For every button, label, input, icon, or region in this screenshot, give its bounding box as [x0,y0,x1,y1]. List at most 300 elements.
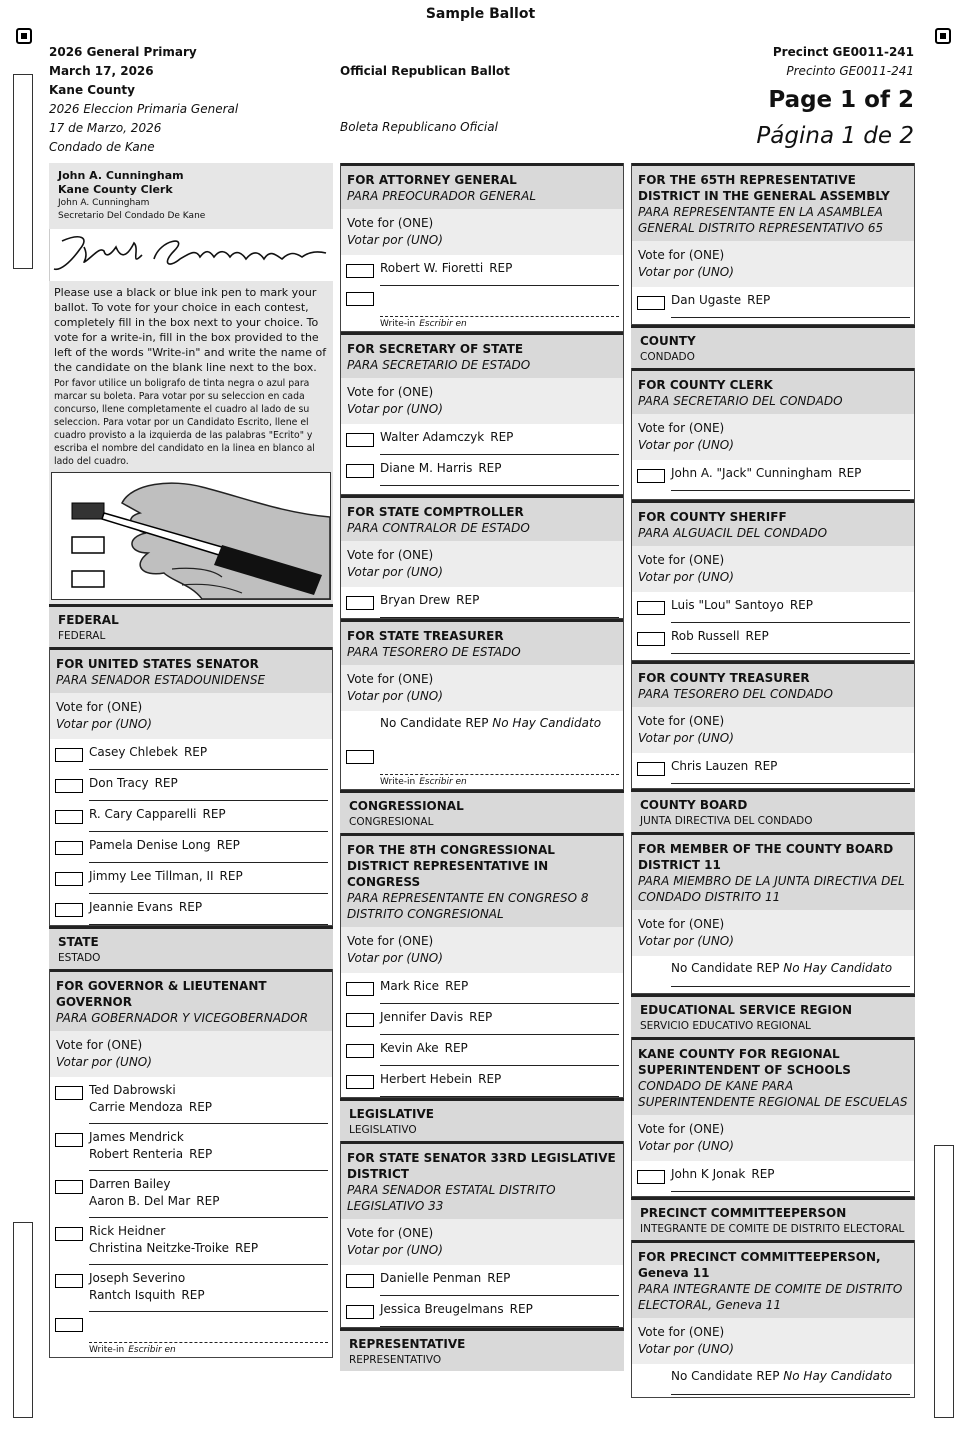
vote-oval[interactable] [55,779,83,793]
vote-oval[interactable] [55,810,83,824]
contest-header [632,368,914,414]
clerk-title-es: Secretario Del Condado De Kane [58,211,206,221]
contest-title: FOR COUNTY TREASURER [638,671,810,685]
vote-oval[interactable] [55,872,83,886]
vote-for-es: Votar por (UNO) [638,570,734,584]
candidate-name: Jimmy Lee Tillman, II [89,869,214,883]
section-title: EDUCATIONAL SERVICE REGION [640,1003,853,1017]
vote-oval[interactable] [346,982,374,996]
contest-title: FOR MEMBER OF THE COUNTY BOARD DISTRICT 11 [638,842,894,872]
party-label: REP [234,1241,259,1255]
contest-header [632,1037,914,1115]
header-left [49,43,238,157]
write-in-line[interactable] [380,316,619,317]
candidate-name: Herbert Hebein [380,1072,473,1086]
column-3 [631,163,915,1398]
no-candidate-label: No Candidate [380,716,462,730]
column-2 [340,163,624,1371]
contest-header [341,833,623,927]
clerk-name: John A. Cunningham [58,169,184,182]
clerk-signature [49,229,333,281]
vote-oval[interactable] [346,1274,374,1288]
write-in-label-es: Escribir en [419,777,467,787]
contest-state-treasurer [340,619,624,790]
section-federal [49,604,333,647]
candidate-option[interactable] [50,832,332,863]
vote-instruction [50,1031,332,1077]
candidate-option[interactable] [341,424,623,455]
contest-header [341,495,623,541]
vote-for: Vote for (ONE) [347,385,434,399]
vote-for: Vote for (ONE) [638,248,725,262]
instructions-es: Por favor utilice un boligrafo de tinta negra o azul para marcar su boleta. Para votar por su seleccion en cada concurso, llene completamente el cuadro al lado de su seleccion. Para votar por un Candidato Escrito, llene el cuadro provisto a la izquierda de las palabras "Ecrito" y escriba el nombre del candidato en la linea en blanco al lado del cuadro. [54,378,315,467]
vote-for-es: Votar por (UNO) [638,1342,734,1356]
contest-header [341,332,623,378]
contest-regional-superintendent [631,1037,915,1197]
party-label: REP [745,629,769,643]
section-educational-service-region [631,994,915,1037]
vote-oval[interactable] [346,1013,374,1027]
vote-for: Vote for (ONE) [638,1325,725,1339]
county-name: Kane County [49,83,135,97]
election-name-es: 2026 Eleccion Primaria General [49,102,239,116]
contest-header [632,1240,914,1318]
vote-instruction [341,541,623,587]
vote-for-es: Votar por (UNO) [56,1055,152,1069]
vote-for-es: Votar por (UNO) [56,717,152,731]
candidate-name: Joseph Severino [89,1271,186,1285]
vote-for-es: Votar por (UNO) [638,731,734,745]
party-label: REP [178,900,203,914]
candidate-name: Don Tracy [89,776,149,790]
election-date: March 17, 2026 [49,64,154,78]
contest-header [632,500,914,546]
vote-oval[interactable] [637,762,665,776]
section-title-es: CONDADO [640,351,695,363]
write-in-line[interactable] [380,774,619,775]
party-label: REP [154,776,178,790]
candidate-option[interactable] [341,1265,623,1296]
section-county-board [631,789,915,832]
vote-instruction [341,209,623,255]
contest-title-es: PARA GOBERNADOR Y VICEGOBERNADOR [56,1011,309,1025]
vote-for-es: Votar por (UNO) [638,1139,734,1153]
vote-oval[interactable] [346,1305,374,1319]
candidate-name: Kevin Ake [380,1041,439,1055]
candidate-name: Rob Russell [671,629,740,643]
clerk-name-es: John A. Cunningham [58,198,150,208]
candidate-name: John K Jonak [671,1167,746,1181]
contest-title-es: PARA REPRESENTANTE EN LA ASAMBLEA GENERAL DISTRITO REPRESENTATIVO 65 [638,205,884,235]
section-title-es: CONGRESIONAL [349,816,434,828]
contest-title: FOR COUNTY CLERK [638,378,773,392]
vote-oval[interactable] [55,1180,83,1194]
contest-title: KANE COUNTY FOR REGIONAL SUPERINTENDENT OF SCHOOLS [638,1047,851,1077]
candidate-name: Darren Bailey [89,1177,171,1191]
vote-for: Vote for (ONE) [347,934,434,948]
candidate-name: Jeannie Evans [89,900,173,914]
section-representative [340,1328,624,1371]
candidate-option[interactable] [341,1004,623,1035]
vote-oval[interactable] [55,841,83,855]
vote-for: Vote for (ONE) [347,548,434,562]
vote-oval[interactable] [346,264,374,278]
section-title-es: INTEGRANTE DE COMITE DE DISTRITO ELECTORAL [640,1223,905,1235]
candidate-name: Bryan Drew [380,593,451,607]
write-in-option[interactable] [341,744,623,789]
candidate-option[interactable] [632,592,914,623]
write-in-line[interactable] [89,1342,328,1343]
party-label: REP [456,593,480,607]
party-label: REP [445,979,469,993]
vote-for-es: Votar por (UNO) [347,689,443,703]
party-label: REP [181,1288,205,1302]
candidate-option[interactable] [50,1218,332,1265]
contest-county-sheriff [631,500,915,661]
instructions-en: Please use a black or blue ink pen to mark your ballot. To vote for your choice in each contest, completely fill in the box next to your choice. To vote for a write-in, fill in the box provided to the left of the words "Write-in" and write the name of the candidate on the blank line next to the box. [54,286,327,374]
party-label: REP [754,759,778,773]
clerk-title: Kane County Clerk [58,183,173,196]
candidate-option[interactable] [50,770,332,801]
candidate-name: Jessica Breugelmans [380,1302,504,1316]
candidate-name: James Mendrick [89,1130,184,1144]
vote-for: Vote for (ONE) [638,917,725,931]
no-candidate-label-es: No Hay Candidato [783,961,893,975]
section-title: COUNTY BOARD [640,798,748,812]
contest-attorney-general [340,163,624,332]
vote-oval[interactable] [55,1227,83,1241]
party-label: REP [469,1010,493,1024]
section-title: COUNTY [640,334,696,348]
vote-instruction [341,665,623,711]
vote-for: Vote for (ONE) [347,672,434,686]
candidate-name: Jennifer Davis [380,1010,464,1024]
page-number: Page 1 of 2 [768,87,914,113]
precinct-es: Precinto GE0011-241 [786,64,914,78]
party-label: REP [202,807,226,821]
vote-oval[interactable] [346,1044,374,1058]
candidate-option[interactable] [50,739,332,770]
vote-instruction [50,693,332,739]
contest-representative-65 [631,163,915,325]
vote-for: Vote for (ONE) [638,1122,725,1136]
no-candidate [341,711,623,744]
instruction-illustration [49,470,333,604]
vote-for: Vote for (ONE) [638,714,725,728]
vote-instruction [632,546,914,592]
contest-title-es: CONDADO DE KANE PARA SUPERINTENDENTE REGIONAL DE ESCUELAS [638,1079,908,1109]
section-title-es: SERVICIO EDUCATIVO REGIONAL [640,1020,811,1032]
candidate-option[interactable] [50,801,332,832]
vote-for-es: Votar por (UNO) [347,565,443,579]
ballot-type-es: Boleta Republicano Oficial [340,120,498,134]
candidate-name: Robert W. Fioretti [380,261,484,275]
contest-title: FOR SECRETARY OF STATE [347,342,524,356]
candidate-option[interactable] [341,1035,623,1066]
contest-title-es: PARA PREOCURADOR GENERAL [347,189,537,203]
contest-title: FOR STATE TREASURER [347,629,504,643]
party-label: REP [487,1271,511,1285]
section-title-es: FEDERAL [58,630,106,642]
no-candidate [632,956,914,989]
timing-mark [13,1222,33,1418]
party-label: REP [444,1041,468,1055]
candidate-name: Mark Rice [380,979,440,993]
candidate-option[interactable] [341,1296,623,1327]
vote-oval[interactable] [637,469,665,483]
party-label: REP [465,716,489,730]
section-title: FEDERAL [58,613,119,627]
write-in-label-es: Escribir en [128,1345,176,1355]
candidate-option[interactable] [341,1066,623,1097]
candidate-option[interactable] [50,1124,332,1171]
running-mate-name: Rantch Isquith [89,1288,176,1302]
section-title: STATE [58,935,99,949]
party-label: REP [478,1072,502,1086]
candidate-name: Diane M. Harris [380,461,473,475]
timing-mark [934,1145,954,1418]
vote-instruction [632,241,914,287]
vote-for-es: Votar por (UNO) [638,265,734,279]
vote-for: Vote for (ONE) [638,553,725,567]
contest-title-es: PARA SENADOR ESTATAL DISTRITO LEGISLATIVO 33 [347,1183,556,1213]
candidate-option[interactable] [341,455,623,486]
contest-title-es: PARA ALGUACIL DEL CONDADO [638,526,828,540]
candidate-name: Walter Adamczyk [380,430,485,444]
vote-oval[interactable] [55,1086,83,1100]
vote-oval[interactable] [55,1318,83,1332]
section-title: PRECINCT COMMITTEEPERSON [640,1206,847,1220]
party-label: REP [756,961,780,975]
candidate-name: Danielle Penman [380,1271,482,1285]
contest-header [50,647,332,693]
county-name-es: Condado de Kane [49,140,155,154]
no-candidate-label: No Candidate [671,961,753,975]
no-candidate-label: No Candidate [671,1369,753,1383]
candidate-option[interactable] [341,587,623,618]
vote-oval[interactable] [637,1170,665,1184]
contest-header [632,163,914,241]
election-date-es: 17 de Marzo, 2026 [49,121,162,135]
clerk-box [49,163,333,229]
vote-oval[interactable] [55,1133,83,1147]
vote-instruction [341,927,623,973]
contest-state-comptroller [340,495,624,619]
registration-mark-left [16,28,32,44]
vote-instruction [632,1115,914,1161]
party-label: REP [747,293,771,307]
no-candidate-label-es: No Hay Candidato [783,1369,893,1383]
running-mate-name: Robert Renteria [89,1147,184,1161]
section-legislative [340,1098,624,1141]
vote-instruction [632,707,914,753]
contest-title-es: PARA INTEGRANTE DE COMITE DE DISTRITO ELECTORAL, Geneva 11 [638,1282,903,1312]
party-label: REP [490,430,514,444]
signature-icon [50,229,334,281]
header-right [756,43,914,155]
party-label: REP [751,1167,775,1181]
candidate-name: Casey Chlebek [89,745,178,759]
contest-county-treasurer [631,661,915,789]
contest-title: FOR STATE COMPTROLLER [347,505,524,519]
candidate-option[interactable] [632,460,914,491]
contest-header [341,619,623,665]
section-title: CONGRESSIONAL [349,799,464,813]
timing-mark [13,74,33,269]
write-in-label: Write-in [89,1345,125,1355]
party-label: REP [478,461,502,475]
vote-for-es: Votar por (UNO) [638,438,734,452]
contest-precinct-committeeperson [631,1240,915,1398]
section-title: LEGISLATIVE [349,1107,434,1121]
vote-for: Vote for (ONE) [347,216,434,230]
vote-oval[interactable] [346,750,374,764]
section-title-es: LEGISLATIVO [349,1124,417,1136]
registration-mark-right [935,28,951,44]
party-label: REP [183,745,208,759]
section-title-es: REPRESENTATIVO [349,1354,442,1366]
contest-title-es: PARA CONTRALOR DE ESTADO [347,521,530,535]
party-label: REP [188,1100,213,1114]
contest-congress-8th [340,833,624,1098]
vote-oval[interactable] [55,748,83,762]
vote-oval[interactable] [637,296,665,310]
candidate-name: Chris Lauzen [671,759,749,773]
candidate-option[interactable] [632,753,914,784]
party-label: REP [216,838,240,852]
vote-oval[interactable] [346,433,374,447]
candidate-option[interactable] [50,1265,332,1312]
running-mate-name: Aaron B. Del Mar [89,1194,191,1208]
candidate-option[interactable] [50,894,332,925]
vote-for-es: Votar por (UNO) [347,951,443,965]
write-in-option[interactable] [50,1312,332,1357]
write-in-label: Write-in [380,777,416,787]
contest-title-es: PARA TESORERO DEL CONDADO [638,687,833,701]
contest-county-board-11 [631,832,915,994]
vote-oval[interactable] [55,1274,83,1288]
contest-title: FOR STATE SENATOR 33RD LEGISLATIVE DISTRICT [347,1151,616,1181]
candidate-option[interactable] [632,1161,914,1192]
vote-for-es: Votar por (UNO) [347,1243,443,1257]
vote-oval[interactable] [637,601,665,615]
candidate-name: Pamela Denise Long [89,838,211,852]
party-label: REP [756,1369,780,1383]
contest-title-es: PARA SENADOR ESTADOUNIDENSE [56,673,266,687]
section-title: REPRESENTATIVE [349,1337,466,1351]
candidate-name: Luis "Lou" Santoyo [671,598,784,612]
section-title-es: JUNTA DIRECTIVA DEL CONDADO [640,815,813,827]
candidate-name: Ted Dabrowski [89,1083,176,1097]
contest-title: FOR GOVERNOR & LIEUTENANT GOVERNOR [56,979,267,1009]
contest-title-es: PARA REPRESENTANTE EN CONGRESO 8 DISTRITO CONGRESIONAL [347,891,589,921]
ballot-title: Sample Ballot [425,6,536,22]
candidate-option[interactable] [632,287,914,318]
page-number-es: Página 1 de 2 [756,123,914,149]
contest-state-senator-33 [340,1141,624,1328]
party-label: REP [838,466,862,480]
party-label: REP [196,1194,220,1208]
contest-title-es: PARA SECRETARIO DEL CONDADO [638,394,843,408]
candidate-option[interactable] [341,255,623,286]
party-label: REP [509,1302,533,1316]
contest-title-es: PARA TESORERO DE ESTADO [347,645,521,659]
vote-instruction [341,1219,623,1265]
contest-title: FOR UNITED STATES SENATOR [56,657,259,671]
contest-title: FOR PRECINCT COMMITTEEPERSON, Geneva 11 [638,1250,881,1280]
vote-oval[interactable] [346,464,374,478]
running-mate-name: Carrie Mendoza [89,1100,183,1114]
contest-header [50,969,332,1031]
candidate-option[interactable] [632,623,914,654]
contest-title: FOR COUNTY SHERIFF [638,510,787,524]
section-congressional [340,790,624,833]
no-candidate [632,1364,914,1397]
candidate-name: Rick Heidner [89,1224,166,1238]
ballot-type: Official Republican Ballot [340,64,510,78]
party-label: REP [489,261,513,275]
vote-for: Vote for (ONE) [56,1038,143,1052]
vote-instruction [632,1318,914,1364]
vote-instruction [632,910,914,956]
section-precinct-committeeperson [631,1197,915,1240]
vote-for-es: Votar por (UNO) [638,934,734,948]
write-in-label: Write-in [380,319,416,329]
contest-county-clerk [631,368,915,500]
contest-header [632,832,914,910]
section-county [631,325,915,368]
write-in-label-es: Escribir en [419,319,467,329]
column-1 [49,163,333,1358]
contest-title: FOR THE 8TH CONGRESSIONAL DISTRICT REPRESENTATIVE IN CONGRESS [347,843,555,889]
section-title-es: ESTADO [58,952,101,964]
candidate-name: R. Cary Capparelli [89,807,197,821]
candidate-option[interactable] [50,1077,332,1124]
vote-for: Vote for (ONE) [638,421,725,435]
vote-for-es: Votar por (UNO) [347,233,443,247]
precinct: Precinct GE0011-241 [772,45,914,59]
vote-oval[interactable] [637,632,665,646]
instructions [49,281,333,470]
vote-oval[interactable] [346,596,374,610]
vote-oval[interactable] [55,903,83,917]
no-candidate-label-es: No Hay Candidato [492,716,602,730]
contest-governor [49,969,333,1358]
candidate-name: Dan Ugaste [671,293,742,307]
contest-header [632,661,914,707]
party-label: REP [789,598,813,612]
contest-header [341,163,623,209]
candidate-name: John A. "Jack" Cunningham [671,466,833,480]
vote-oval[interactable] [346,292,374,306]
vote-for: Vote for (ONE) [56,700,143,714]
contest-title: FOR THE 65TH REPRESENTATIVE DISTRICT IN THE GENERAL ASSEMBLY [638,173,890,203]
vote-instruction [341,378,623,424]
contest-header [341,1141,623,1219]
candidate-option[interactable] [341,973,623,1004]
candidate-option[interactable] [50,1171,332,1218]
vote-instruction [632,414,914,460]
contest-us-senator [49,647,333,926]
write-in-option[interactable] [341,286,623,331]
vote-for-es: Votar por (UNO) [347,402,443,416]
section-state [49,926,333,969]
candidate-option[interactable] [50,863,332,894]
hand-marking-ballot-icon [51,472,331,600]
vote-oval[interactable] [346,1075,374,1089]
contest-title-es: PARA MIEMBRO DE LA JUNTA DIRECTIVA DEL CONDADO DISTRITO 11 [638,874,905,904]
election-name: 2026 General Primary [49,45,197,59]
